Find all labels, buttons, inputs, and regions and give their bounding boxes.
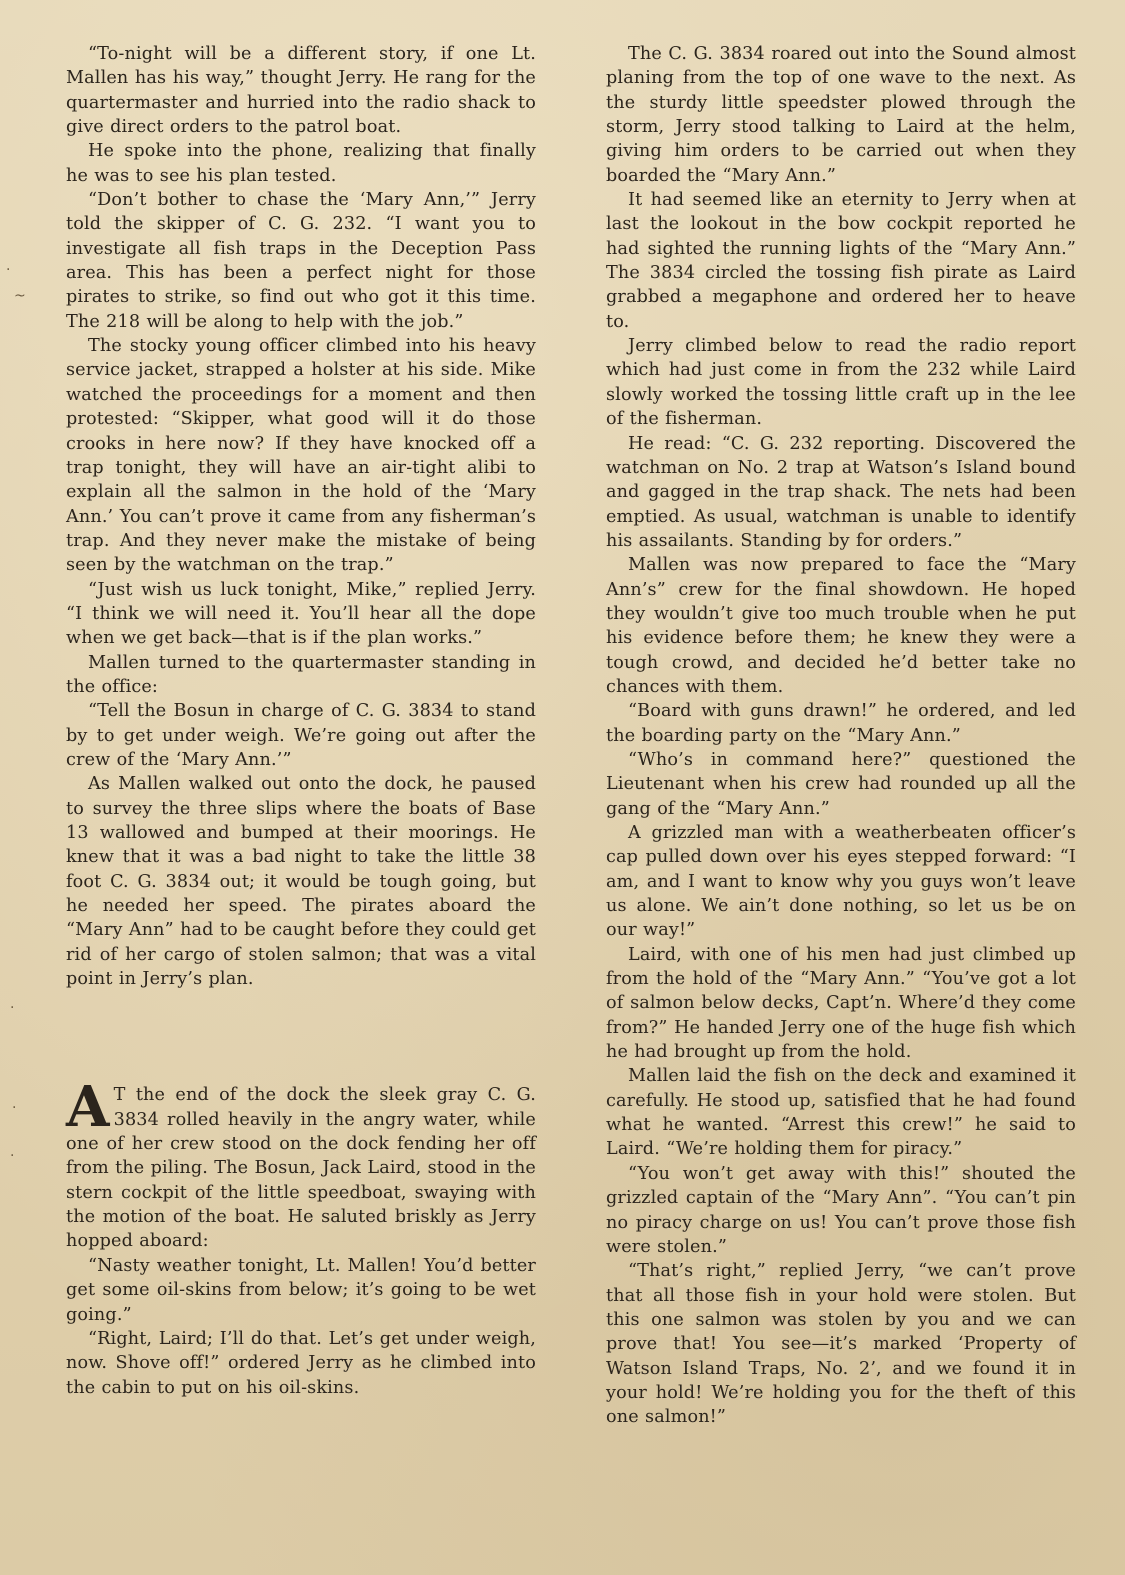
story-paragraph: Mallen turned to the quartermaster standing in the office:: [66, 652, 536, 697]
margin-speck: ·: [6, 262, 11, 278]
story-paragraph: The C. G. 3834 roared out into the Sound almost planing from the top of one wave to the next. As the sturdy little speedster plowed through the storm, Jerry stood talking to Laird at the helm, giving him orders to be carried out when they boarded the “Mary Ann.”: [606, 44, 1076, 186]
story-paragraph: “Just wish us luck tonight, Mike,” replied Jerry. “I think we will need it. You’ll hear all the dope when we get back—that is if the plan works.”: [66, 579, 536, 649]
story-paragraph: “Who’s in command here?” questioned the Lieutenant when his crew had rounded up all the gang of the “Mary Ann.”: [606, 749, 1076, 819]
margin-speck: ·: [10, 1148, 15, 1164]
right-column: [606, 42, 1076, 1430]
story-paragraph: It had seemed like an eternity to Jerry when at last the lookout in the bow cockpit reported he had sighted the running lights of the “Mary Ann.” The 3834 circled the tossing fish pirate as Laird grabbed a megaphone and ordered her to heave to.: [606, 190, 1076, 332]
story-paragraph: “Tell the Bosun in charge of C. G. 3834 to stand by to get under weigh. We’re going out after the crew of the ‘Mary Ann.’”: [66, 701, 536, 770]
margin-speck: ·: [12, 1100, 17, 1116]
story-paragraph: Mallen laid the fish on the deck and examined it carefully. He stood up, satisfied that he had found what he wanted. “Arrest this crew!” he said to Laird. “We’re holding them for piracy.”: [606, 1066, 1076, 1160]
story-paragraph: “Nasty weather tonight, Lt. Mallen! You’d better get some oil-skins from below; it’s going to be wet going.”: [66, 1255, 536, 1325]
story-paragraph: The stocky young officer climbed into his heavy service jacket, strapped a holster at his side. Mike watched the proceedings for a moment and then protested: “Skipper, what good will it do those crooks in here now? If they have knocked off a trap tonight, they will have an air-tight alibi to explain all the salmon in the hold of the ‘Mary Ann.’ You can’t prove it came from any fisherman’s trap. And they never make the mistake of being seen by the watchman on the trap.”: [66, 336, 536, 576]
story-paragraph: He read: “C. G. 232 reporting. Discovered the watchman on No. 2 trap at Watson’s Island bound and gagged in the trap shack. The nets had been emptied. As usual, watchman is unable to identify his assailants. Standing by for orders.”: [606, 433, 1076, 551]
story-paragraph: He spoke into the phone, realizing that finally he was to see his plan tested.: [66, 141, 536, 186]
drop-cap-letter: A: [66, 1074, 110, 1141]
story-paragraph: As Mallen walked out onto the dock, he paused to survey the three slips where the boats of Base 13 wallowed and bumped at their moorings. He knew that it was a bad night to take the little 38 foot C. G. 3834 out; it would be tough going, but he needed her speed. The pirates aboard the “Mary Ann” had to be caught before they could get rid of her cargo of stolen salmon; that was a vital point in Jerry’s plan.: [66, 774, 536, 990]
story-paragraph: “You won’t get away with this!” shouted the grizzled captain of the “Mary Ann”. “You can’t pin no piracy charge on us! You can’t prove those fish were stolen.”: [606, 1163, 1076, 1257]
dropcap-paragraph-text: T the end of the dock the sleek gray C. G. 3834 rolled heavily in the angry water, while one of her crew stood on the dock fending her off from the piling. The Bosun, Jack Laird, stood in the stern cockpit of the little speedboat, swaying with the motion of the boat. He saluted briskly as Jerry hopped aboard:: [66, 1085, 536, 1252]
story-paragraph: “That’s right,” replied Jerry, “we can’t prove that all those fish in your hold were stolen. But this one salmon was stolen by you and we can prove that! You see—it’s marked ‘Property of Watson Island Traps, No. 2’, and we found it in your hold! We’re holding you for the theft of this one salmon!”: [606, 1261, 1076, 1428]
story-paragraph: “Board with guns drawn!” he ordered, and led the boarding party on the “Mary Ann.”: [606, 701, 1076, 746]
margin-speck: ~: [14, 288, 26, 304]
story-paragraph: “Don’t bother to chase the ‘Mary Ann,’” Jerry told the skipper of C. G. 232. “I want you to investigate all fish traps in the Deception Pass area. This has been a perfect night for those pirates to strike, so find out who got it this time. The 218 will be along to help with the job.”: [66, 190, 536, 332]
dropcap-paragraph: [66, 1074, 536, 1253]
story-paragraph: Jerry climbed below to read the radio report which had just come in from the 232 while Laird slowly worked the tossing little craft up in the lee of the fisherman.: [606, 336, 1076, 430]
story-paragraph: A grizzled man with a weatherbeaten officer’s cap pulled down over his eyes stepped forward: “I am, and I want to know why you guys won’t leave us alone. We ain’t done nothing, so let us be on our way!”: [606, 823, 1076, 941]
story-paragraph: “Right, Laird; I’ll do that. Let’s get under weigh, now. Shove off!” ordered Jerry as he climbed into the cabin to put on his oil-skins.: [66, 1328, 536, 1398]
margin-speck: ·: [10, 1000, 15, 1016]
story-paragraph: Mallen was now prepared to face the “Mary Ann’s” crew for the final showdown. He hoped they wouldn’t give too much trouble when he put his evidence before them; he knew they were a tough crowd, and decided he’d better take no chances with them.: [606, 555, 1076, 697]
section-break: [66, 991, 536, 1083]
story-paragraph: “To-night will be a different story, if one Lt. Mallen has his way,” thought Jerry. He rang for the quartermaster and hurried into the radio shack to give direct orders to the patrol boat.: [66, 44, 536, 138]
story-paragraph: Laird, with one of his men had just climbed up from the hold of the “Mary Ann.” “You’ve got a lot of salmon below decks, Capt’n. Where’d they come from?” He handed Jerry one of the huge fish which he had brought up from the hold.: [606, 944, 1076, 1063]
left-column: [66, 42, 536, 1400]
